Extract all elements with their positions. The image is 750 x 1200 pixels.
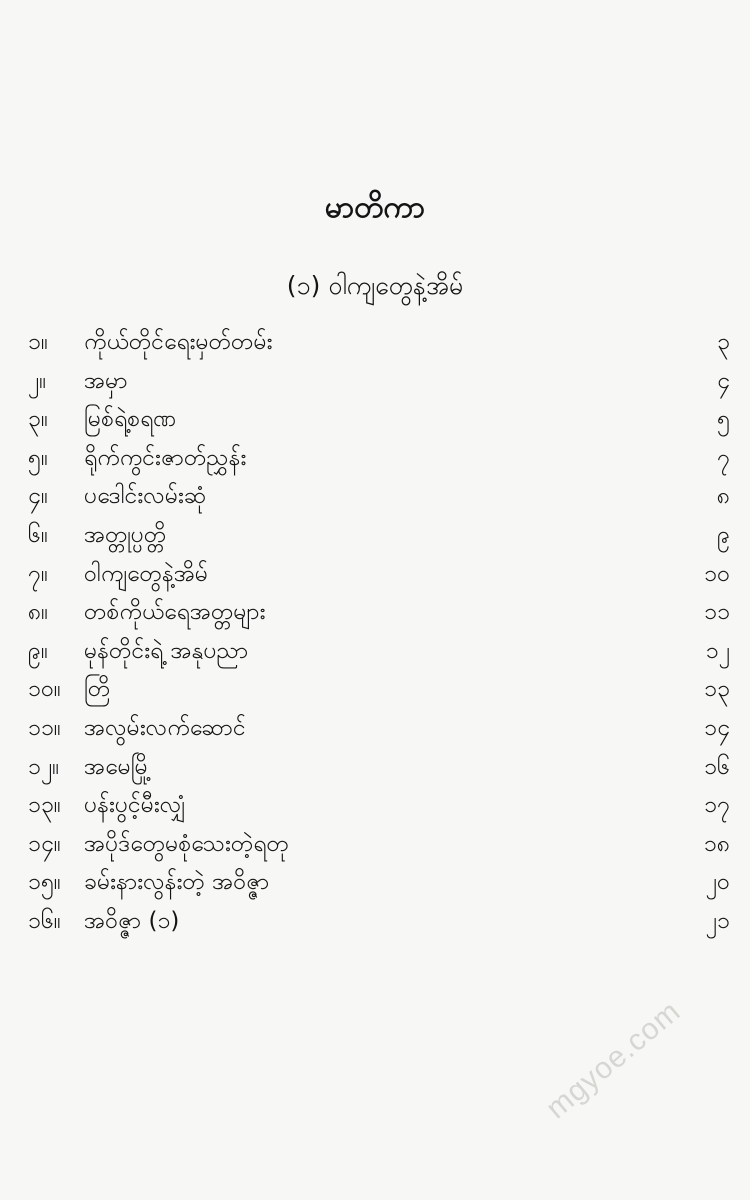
toc-entry-title: မုန်တိုင်းရဲ့ အနုပညာ [84, 637, 249, 664]
toc-entry-title: ပဒေါင်းလမ်းဆုံ [84, 483, 207, 510]
toc-entry [0, 322, 750, 362]
toc-entry-title: တစ်ကိုယ်ရေအတ္တများ [84, 599, 266, 626]
toc-entry-page: ၅ [717, 406, 730, 433]
toc-entry-title: အမှာ [84, 367, 128, 394]
toc-entry-page: ၂၁ [705, 908, 730, 934]
toc-entry-page: ၄ [717, 367, 730, 394]
section-heading: (၁) ဝါကျတွေနဲ့အိမ် [286, 271, 464, 300]
toc-entry-page: ၇ [717, 444, 730, 471]
toc-entry-page: ၉ [717, 522, 730, 548]
toc-entry-title: မြစ်ရဲ့စရဏ [84, 406, 177, 433]
toc-entry-page: ၃ [717, 329, 730, 355]
toc-entry-title: ကိုယ်တိုင်ရေးမှတ်တမ်း [84, 329, 273, 355]
toc-entry-title: ရိုက်ကွင်းဇာတ်ညွှန်း [84, 444, 247, 471]
toc-entry [0, 361, 750, 401]
toc-entry-page: ၁၄ [704, 715, 730, 741]
toc-entry [0, 747, 750, 787]
toc-entry [0, 399, 750, 439]
toc-entry-number: ၁၁။ [28, 715, 61, 741]
toc-entry-number: ၁၃။ [28, 792, 61, 819]
toc-entry [0, 862, 750, 902]
watermark: mgyoe.com [540, 994, 687, 1126]
toc-entry-title: ဝါကျတွေနဲ့အိမ် [84, 560, 209, 587]
toc-entry-page: ၁၂ [705, 637, 730, 664]
toc-entry-number: ၁၆။ [28, 908, 61, 934]
toc-entry [0, 438, 750, 478]
toc-entry [0, 476, 750, 516]
toc-entry-number: ၄။ [28, 483, 48, 510]
toc-entry [0, 592, 750, 632]
toc-entry [0, 785, 750, 825]
toc-entry-title: တြိ [84, 676, 111, 703]
toc-entry-number: ၈။ [28, 599, 49, 626]
toc-entry-title: အတ္တုပ္ပတ္တိ [84, 522, 167, 548]
toc-entry [0, 708, 750, 748]
toc-entry [0, 824, 750, 864]
toc-entry-number: ၆။ [28, 522, 48, 548]
toc-entry-number: ၁၂။ [28, 753, 60, 780]
toc-entry-title: အပိုဒ်တွေမစုံသေးတဲ့ရတု [84, 830, 289, 857]
toc-entry-title: အလွမ်းလက်ဆောင် [84, 715, 246, 741]
toc-entry-number: ၁၄။ [28, 830, 61, 857]
toc-entry-page: ၁၀ [704, 560, 730, 587]
toc-entry-page: ၁၇ [704, 792, 730, 819]
toc-entry-page: ၁၈ [703, 830, 730, 857]
toc-entry-title: ခမ်းနားလွန်းတဲ့ အဝိဇ္ဇာ [84, 869, 270, 896]
toc-entry-number: ၁၅။ [28, 869, 61, 896]
toc-entry-title: အမေမြို့ [84, 753, 152, 780]
toc-entry-page: ၁၃ [704, 676, 730, 703]
toc-entry-number: ၂။ [28, 367, 47, 394]
toc-entry-page: ၁၁ [704, 599, 730, 626]
toc-entry [0, 554, 750, 594]
toc-entry [0, 901, 750, 941]
toc-entry [0, 631, 750, 671]
toc-entry [0, 669, 750, 709]
toc-entry-page: ၈ [716, 483, 730, 510]
toc-entry-number: ၁။ [28, 329, 48, 355]
toc-entry-page: ၂၀ [705, 869, 730, 896]
toc-entry-number: ၅။ [28, 444, 48, 471]
toc-entry-title: ပန်းပွင့်မီးလျှံ [84, 792, 186, 819]
page-title: မာတိကာ [324, 190, 426, 225]
toc-entry-number: ၇။ [28, 560, 48, 587]
toc-entry [0, 515, 750, 555]
toc-entry-page: ၁၆ [704, 753, 730, 780]
toc-entry-title: အဝိဇ္ဇာ (၁) [84, 908, 180, 934]
toc-entry-number: ၁၀။ [28, 676, 61, 703]
toc-entry-number: ၃။ [28, 406, 48, 433]
toc-entry-number: ၉။ [28, 637, 48, 664]
